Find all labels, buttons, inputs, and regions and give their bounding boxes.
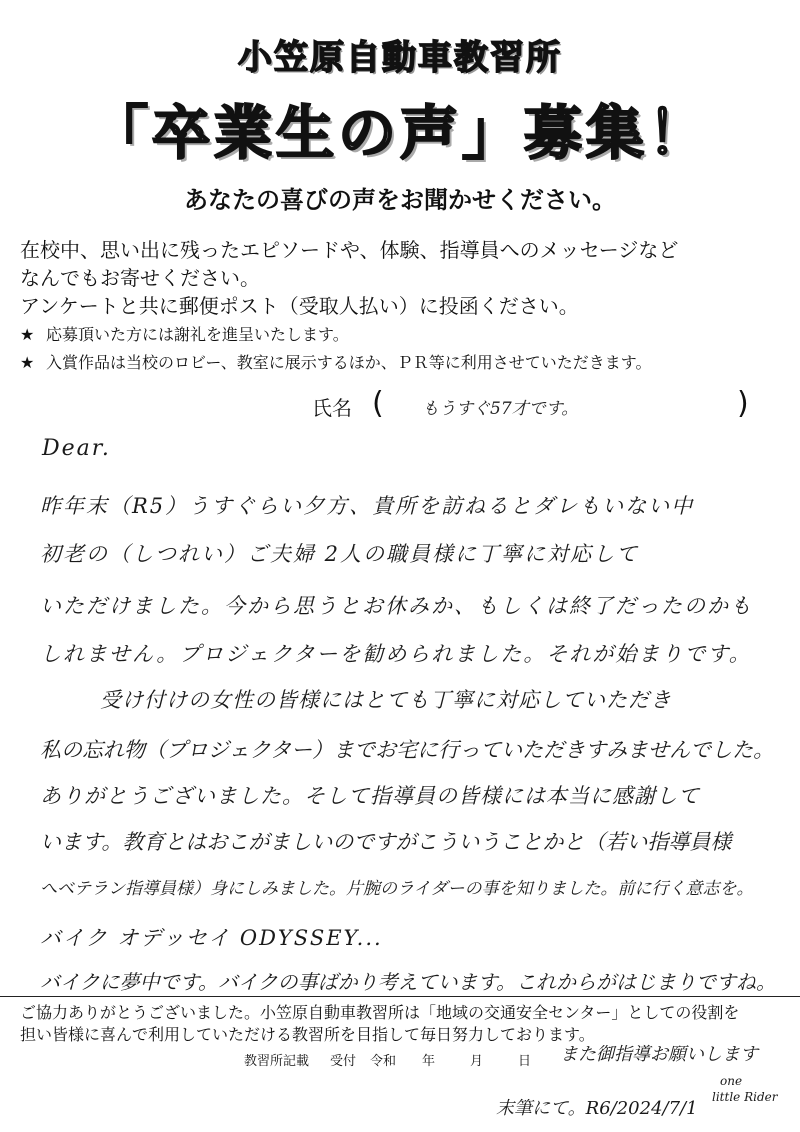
letter-greeting: Dear.	[42, 436, 111, 461]
letter-line: 受け付けの女性の皆様にはとても丁寧に対応していただき	[100, 688, 672, 712]
star-icon: ★	[20, 325, 35, 344]
day-label: 日	[518, 1054, 532, 1069]
intro-line-1: 在校中、思い出に残ったエピソードや、体験、指導員へのメッセージなど	[20, 238, 679, 262]
note-text: 応募頂いた方には謝礼を進呈いたします。	[46, 325, 349, 344]
letter-line: いただけました。今から思うとお休みか、もしくは終了だったのかも	[40, 594, 753, 618]
intro-line-3: アンケートと共に郵便ポスト（受取人払い）に投函ください。	[20, 294, 579, 318]
footer-line-2: 担い皆様に喜んで利用していただける教習所を目指して毎日努力しております。	[20, 1025, 595, 1044]
note-usage	[20, 350, 651, 373]
footer-line-1: ご協力ありがとうございました。小笠原自動車教習所は「地域の交通安全センター」としての役割を	[20, 1003, 740, 1022]
signature-name-line1: one	[720, 1074, 743, 1088]
letter-line: 私の忘れ物（プロジェクター）までお宅に行っていただきすみませんでした。	[40, 738, 775, 762]
subheading: あなたの喜びの声をお聞かせください。	[184, 186, 616, 214]
signature-date: 末筆にて。R6/2024/7/1	[496, 1098, 698, 1119]
era-label: 令和	[370, 1054, 397, 1069]
year-label: 年	[422, 1054, 436, 1069]
divider	[0, 996, 800, 997]
star-icon: ★	[20, 353, 35, 372]
letter-line: バイクに夢中です。バイクの事ばかり考えています。これからがはじまりですね。	[40, 970, 776, 994]
close-paren: )	[737, 386, 749, 421]
open-paren: (	[372, 386, 384, 421]
month-label: 月	[470, 1054, 484, 1069]
letter-line: 初老の（しつれい）ご夫婦 2人の職員様に丁寧に対応して	[40, 542, 640, 566]
note-text: 入賞作品は当校のロビー、教室に展示するほか、ＰＲ等に利用させていただきます。	[46, 353, 652, 372]
letter-line: バイク オデッセイ ODYSSEY...	[40, 926, 383, 950]
office-use-label: 教習所記載	[244, 1054, 310, 1069]
name-field	[312, 386, 749, 421]
letter-line: しれません。プロジェクターを勧められました。それが始まりです。	[40, 642, 752, 666]
headline: 「卒業生の声」募集！	[89, 99, 710, 167]
letter-line: います。教育とはおこがましいのですがこういうことかと（若い指導員様	[40, 830, 732, 854]
intro-line-2: なんでもお寄せください。	[20, 266, 260, 290]
name-value: もうすぐ57才です。	[422, 399, 579, 419]
letter-line: 昨年末（R5）うすぐらい夕方、貴所を訪ねるとダレもいない中	[40, 494, 695, 518]
received-label: 受付	[330, 1054, 357, 1069]
closing-remark: また御指導お願いします	[560, 1044, 758, 1065]
letter-line: ありがとうございました。そして指導員の皆様には本当に感謝して	[40, 784, 700, 808]
signature-name-line2: little Rider	[712, 1090, 778, 1104]
name-label: 氏名	[312, 396, 352, 420]
school-name: 小笠原自動車教習所	[238, 38, 562, 78]
note-reward	[20, 322, 349, 345]
letter-line: へベテラン指導員様）身にしみました。片腕のライダーの事を知りました。前に行く意志を。	[40, 879, 754, 899]
